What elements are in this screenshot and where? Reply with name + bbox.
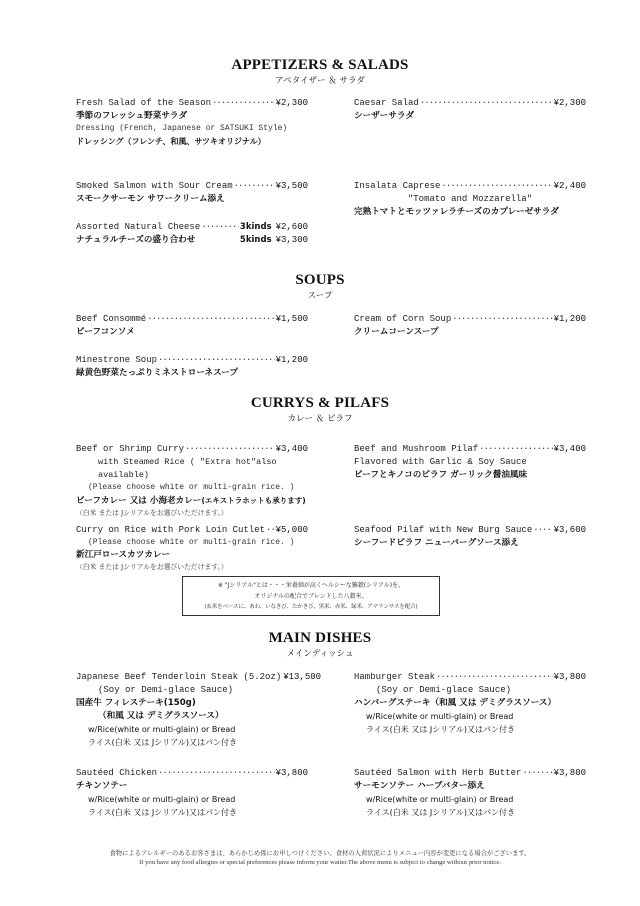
menu-item-sauteed-chicken [76, 767, 308, 819]
rice-bread-note: w/Rice(white or multi-glain) or Bread [366, 712, 514, 721]
item-name-jp: 緑黄色野菜たっぷりミネストローネスープ [76, 368, 238, 378]
cheese-kinds-3: 3kinds [239, 222, 272, 232]
item-price: ¥3,800 [553, 768, 586, 778]
menu-item-fresh-salad [76, 97, 308, 148]
item-subtitle: (Soy or Demi-glace Sauce) [376, 685, 512, 695]
dot-leader [266, 524, 275, 537]
dot-leader [185, 443, 275, 456]
item-name-jp: ビーフコンソメ [76, 327, 135, 337]
item-name: Sautéed Chicken [76, 768, 158, 778]
item-name-jp: 季節のフレッシュ野菜サラダ [76, 111, 188, 121]
section-subtitle-appetizers: アペタイザー ＆ サラダ [275, 76, 365, 86]
rice-choice-note: (Please choose white or multi-grain rice. ) [88, 483, 295, 492]
item-price: ¥1,500 [275, 314, 308, 324]
item-price: ¥2,400 [553, 181, 586, 191]
section-title-currys: CURRYS & PILAFS [250, 395, 390, 411]
menu-item-insalata-caprese [354, 180, 586, 219]
section-subtitle-soups: スープ [307, 291, 333, 301]
item-name: Fresh Salad of the Season [76, 98, 212, 108]
menu-item-caesar-salad [354, 97, 586, 123]
item-name: Beef and Mushroom Pilaf [354, 444, 479, 454]
menu-item-seafood-pilaf [354, 524, 586, 550]
menu-item-pork-cutlet-curry [76, 524, 308, 573]
item-price-3kinds: ¥2,600 [275, 222, 308, 232]
item-name-jp: シーザーサラダ [354, 111, 415, 121]
menu-item-smoked-salmon [76, 180, 308, 206]
item-price: ¥3,400 [553, 444, 586, 454]
item-name-jp: 新江戸ロースカツカレー [76, 550, 171, 560]
dot-leader [158, 767, 275, 780]
item-price: ¥3,600 [553, 525, 586, 535]
item-name: Sautéed Salmon with Herb Butter [354, 768, 522, 778]
rice-choice-note: (Please choose white or multi-grain rice. ) [88, 538, 295, 547]
section-title-soups: SOUPS [295, 272, 345, 288]
menu-item-hamburger-steak [354, 671, 586, 736]
dot-leader [234, 180, 275, 193]
rice-choice-note-jp: （白米 または Jシリアルをお選びいただけます。） [76, 563, 228, 571]
allergy-notice-jp: 食物によるアレルギーのあるお客さまは、あらかじめ係にお申しつけください。食材の入荷状況によりメニュー内容が変更になる場合がございます。 [109, 850, 531, 857]
item-price: ¥5,000 [275, 525, 308, 535]
item-name: Minestrone Soup [76, 355, 158, 365]
item-price-5kinds: ¥3,300 [275, 235, 308, 245]
item-name: Cream of Corn Soup [354, 314, 452, 324]
rice-bread-note: w/Rice(white or multi-glain) or Bread [366, 795, 514, 804]
item-name-jp: ハンバーグステーキ（和風 又は デミグラスソース） [354, 698, 557, 708]
item-price: ¥1,200 [275, 355, 308, 365]
item-name-jp: シーフードピラフ ニューバーグソース添え [354, 538, 519, 548]
j-cereal-note-line3: (玄米をベースに、あわ、いなきび、たかきび、黒米、赤米、緑米、アマランサスを配合) [204, 604, 418, 610]
dot-leader [212, 97, 275, 110]
rice-bread-note-jp: ライス(白米 又は Jシリアル)又はパン付き [366, 808, 516, 817]
dot-leader [479, 443, 552, 456]
item-subtitle: "Tomato and Mozzarella" [407, 194, 533, 204]
item-name: Caesar Salad [354, 98, 419, 108]
section-title-appetizers: APPETIZERS & SALADS [231, 57, 409, 73]
menu-item-mushroom-pilaf [354, 443, 586, 482]
dressing-note: Dressing (French, Japanese or SATSUKI Style) [76, 124, 288, 133]
item-name-jp: スモークサーモン サワークリーム添え [76, 194, 225, 204]
dot-leader [147, 313, 274, 326]
rice-bread-note-jp: ライス(白米 又は Jシリアル)又はパン付き [88, 808, 238, 817]
allergy-notice-en: If you have any food allergies or special preferences please inform your waiter.The above menu is subject to change without prior notice. [139, 859, 501, 866]
menu-item-beef-consomme [76, 313, 308, 339]
section-title-main: MAIN DISHES [268, 630, 372, 646]
item-name-jp: ナチュラルチーズの盛り合わせ [76, 235, 196, 245]
dot-leader [420, 97, 553, 110]
dot-leader [522, 767, 552, 780]
menu-item-sauteed-salmon [354, 767, 586, 819]
item-name: Beef or Shrimp Curry [76, 444, 185, 454]
cheese-kinds-5: 5kinds [239, 235, 272, 245]
item-name: Smoked Salmon with Sour Cream [76, 181, 233, 191]
menu-item-beef-shrimp-curry [76, 443, 308, 519]
item-name-jp: クリームコーンスープ [354, 327, 439, 337]
item-subtitle: (Soy or Demi-glace Sauce) [98, 685, 234, 695]
dressing-note-jp: ドレッシング（フレンチ、和風、サツキオリジナル） [76, 137, 266, 146]
item-price: ¥2,300 [275, 98, 308, 108]
item-name-jp: 完熟トマトとモッツァレラチーズのカプレーゼサラダ [354, 207, 559, 217]
item-name-jp: 国産牛 フィレステーキ(150g) [76, 698, 196, 708]
item-price: ¥3,500 [275, 181, 308, 191]
dot-leader [533, 524, 552, 537]
section-subtitle-currys: カレー ＆ ピラフ [287, 414, 353, 424]
item-name-jp: ビーフとキノコのピラフ ガーリック醤油風味 [354, 470, 528, 480]
item-subtitle: with Steamed Rice ( "Extra hot"also available) [98, 457, 277, 480]
item-name-jp: ビーフカレー 又は 小海老カレー [76, 496, 202, 506]
j-cereal-note-box [182, 576, 440, 616]
item-name-jp: チキンソテー [76, 781, 128, 791]
rice-bread-note: w/Rice(white or multi-glain) or Bread [88, 725, 236, 734]
dot-leader [441, 180, 552, 193]
item-name: Assorted Natural Cheese [76, 222, 201, 232]
rice-bread-note-jp: ライス(白米 又は Jシリアル)又はパン付き [366, 725, 516, 734]
item-price: ¥1,200 [553, 314, 586, 324]
rice-bread-note-jp: ライス(白米 又は Jシリアル)又はパン付き [88, 738, 238, 747]
item-name: Japanese Beef Tenderloin Steak (5.2oz) [76, 672, 282, 682]
menu-item-beef-steak [76, 671, 322, 749]
item-name: Curry on Rice with Pork Loin Cutlet [76, 525, 266, 535]
dot-leader [452, 313, 552, 326]
item-name: Seafood Pilaf with New Burg Sauce [354, 525, 533, 535]
dot-leader [436, 671, 553, 684]
item-price: ¥3,800 [553, 672, 586, 682]
dot-leader [158, 354, 275, 367]
j-cereal-note-line1: ※ "Jシリアル"とは・・・栄養価が高くヘルシーな雑穀(シリアル)を、 [217, 582, 405, 589]
item-name: Hamburger Steak [354, 672, 436, 682]
item-price: ¥3,800 [275, 768, 308, 778]
sauce-note-jp: （和風 又は デミグラスソース） [98, 711, 224, 721]
section-subtitle-main: メインディッシュ [286, 649, 354, 659]
item-price: ¥2,300 [553, 98, 586, 108]
item-name: Beef Consommé [76, 314, 147, 324]
item-name: Insalata Caprese [354, 181, 441, 191]
extra-hot-note-jp: (エキストラホットも承ります) [201, 496, 306, 505]
rice-bread-note: w/Rice(white or multi-glain) or Bread [88, 795, 236, 804]
dot-leader [201, 221, 239, 234]
item-price: ¥13,500 [283, 672, 322, 682]
item-price: ¥3,400 [275, 444, 308, 454]
j-cereal-note-line2: オリジナルの配合でブレンドした八穀米。 [254, 593, 368, 600]
item-subtitle: Flavored with Garlic & Soy Sauce [354, 457, 527, 467]
item-name-jp: サーモンソテー ハーブバター添え [354, 781, 485, 791]
rice-choice-note-jp: （白米 または Jシリアルをお選びいただけます。） [76, 509, 228, 517]
menu-item-natural-cheese [76, 221, 308, 247]
menu-item-minestrone [76, 354, 308, 380]
menu-item-corn-soup [354, 313, 586, 339]
